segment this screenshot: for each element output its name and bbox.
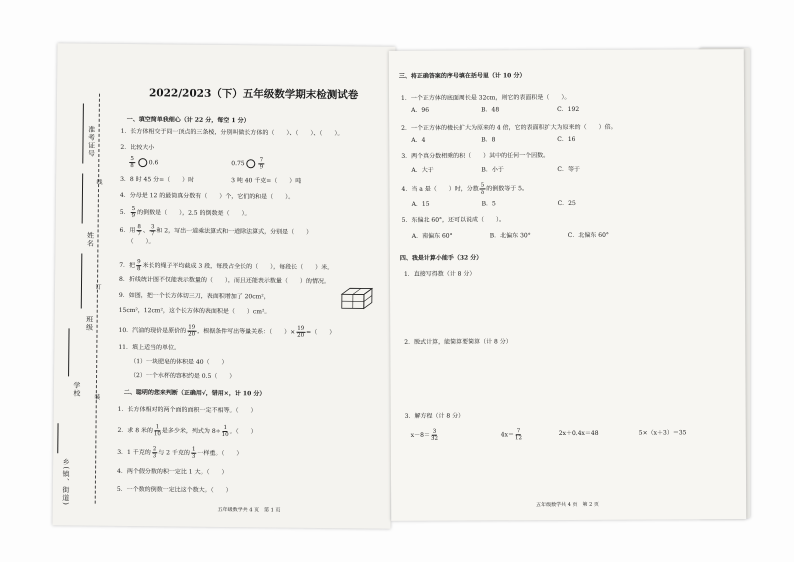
judge-3-tail: 一样重。（ ） (197, 449, 243, 458)
choice-3-option-b: B．小于 (481, 166, 504, 174)
choice-2-option-b: B．8 (481, 136, 496, 144)
fraction-numerator: 2 (152, 446, 157, 453)
question-11: 11．填上适当的单位。 (118, 343, 181, 352)
page-1-footer: 五年级数学共 4 页 第 1 页 (217, 506, 281, 514)
section-2-heading: 二、聪明的您来判断（正确用√，错用×，计 10 分） (123, 388, 266, 398)
judge-1: 1．长方体相对的两个面的面积一定不相等。（ ） (117, 405, 257, 415)
exam-number-label: 准考证号 (87, 125, 96, 158)
judge-2-head: 2．求 8 米的 (117, 426, 153, 435)
exam-number-blank (82, 104, 84, 164)
question-1: 1．长方体相交于同一顶点的三条棱，分别叫做长方体的（ ）、（ ）、（ ）。 (120, 127, 344, 138)
choice-4-option-a: A．15 (411, 200, 430, 208)
fraction-denominator: 32 (430, 435, 439, 442)
choice-1-option-c: C．192 (557, 105, 580, 114)
fraction-numerator: 5 (480, 182, 485, 189)
question-6: 6．用 $\frac{8}{7}$ 、 $\frac{3}{7}$ 和 2，写出一道乘法算式和一道除法算式，分别是（ ） (119, 224, 313, 238)
fraction-numerator: 9 (137, 259, 141, 266)
question-10 (118, 324, 335, 339)
compare-circle[interactable] (247, 159, 256, 168)
compare-circle[interactable] (138, 158, 147, 167)
judge-3-head: 3．1 千克的 (117, 448, 151, 457)
exam-page-1 (52, 43, 395, 529)
choice-4-option-b: B．5 (481, 200, 496, 208)
equation-2 (501, 428, 523, 441)
fraction-numerator: 7 (259, 157, 264, 164)
town-label: 乡(镇、街道) (61, 458, 71, 506)
question-10-end: =（ ） (306, 328, 336, 337)
school-label: 学校 (72, 381, 81, 398)
choice-1-option-b: B．48 (481, 106, 500, 114)
fraction-denominator: 8 (136, 266, 141, 273)
choice-4-head: 4．当 a 是（ ）时，分数 (401, 185, 479, 193)
part-2-heading: 2．脱式计算，能简算要简算（计 8 分） (404, 338, 512, 346)
question-11b: （2）一个水杯的容积约是 0.5（ ） (130, 372, 236, 381)
fraction-denominator: 20 (297, 332, 305, 339)
choice-5: 5．东偏北 60°，还可以说成（ ）。 (401, 216, 506, 224)
equation-4: 5×（x＋3）＝35 (638, 429, 687, 437)
judge-3 (117, 446, 242, 460)
choice-4-option-c: C．25 (557, 199, 576, 208)
fraction-numerator: 19 (188, 324, 196, 331)
fraction-numerator: 7 (516, 428, 521, 435)
question-3a: 3．8 时 45 分=（ ）时 (120, 175, 195, 184)
question-8: 8．折线统计图不仅能表示数量的（ ），而且还能表示数量（ ）的情况。 (119, 275, 330, 286)
equation-1-head: x－8＝ (410, 431, 431, 439)
question-5-head: 5． (119, 208, 130, 217)
judge-4: 4．两个假分数的积一定比 1 大。（ ） (117, 467, 228, 477)
fraction-denominator: 8 (130, 163, 134, 170)
line-char: 线 (95, 178, 103, 186)
fraction-numerator: 1 (191, 446, 196, 453)
fraction-denominator: 7 (150, 231, 155, 238)
equation-3: 2x＋0.4x＝48 (558, 429, 599, 438)
question-7-head: 7．把 (119, 261, 136, 270)
choice-4-tail: 的倒数等于 5。 (486, 185, 528, 193)
fraction-numerator: 1 (155, 424, 160, 431)
question-4: 4．分母是 12 的最简真分数有（ ）个，它们的和是（ ）。 (119, 191, 295, 201)
choice-3: 3．两个真分数相乘的积（ ）其中的任何一个因数。 (401, 152, 550, 160)
choice-2-option-a: A．4 (411, 136, 426, 144)
question-6-head: 6．用 (119, 226, 136, 235)
page-2-footer: 五年级数学共 4 页 第 2 页 (536, 501, 599, 509)
part-1-heading: 1．直接写得数（计 8 分） (403, 270, 476, 278)
fraction-denominator: 3 (152, 453, 157, 460)
question-5 (120, 206, 251, 220)
choice-5-option-c: C．北偏东 60° (567, 231, 609, 239)
question-2a-tail: 0.6 (148, 159, 159, 167)
question-9: 9．如图，把一个长方体切三刀，表面积增加了 20cm²， (118, 291, 270, 301)
question-10-tail: ，根据条件写出等量关系：（ ）× (197, 327, 296, 336)
fraction-numerator: 19 (297, 325, 305, 332)
fraction-numerator: 3 (432, 428, 437, 435)
fraction-denominator: 3 (191, 453, 196, 460)
bind-char: 装 (92, 393, 100, 401)
question-11a: （1）一块肥皂的体积是 40（ ） (130, 358, 228, 367)
fraction-denominator: 9 (131, 213, 136, 220)
choice-5-option-a: A．南偏东 60° (411, 232, 453, 240)
fraction-denominator: 12 (514, 435, 523, 442)
question-2b-head: 0.75 (231, 160, 245, 168)
judge-3-mid: 与 2 千克的 (158, 449, 190, 457)
choice-2-option-c: C．16 (557, 135, 576, 144)
choice-1-option-a: A．96 (411, 106, 430, 114)
question-10-head: 10．汽油的现价是原价的 (118, 326, 187, 335)
section-4-heading: 四、我是计算小能手（32 分） (399, 254, 483, 262)
section-3-heading: 三、将正确答案的序号填在括号里（计 10 分） (398, 72, 526, 80)
fraction-denominator: 10 (221, 431, 229, 439)
question-5-tail: 的倒数是（ ），2.5 的倒数是（ ）。 (137, 209, 251, 218)
cuboid-figure (340, 286, 374, 310)
question-7 (119, 259, 333, 274)
equation-2-head: 4x＝ (500, 431, 515, 439)
fraction-numerator: 8 (137, 224, 141, 231)
choice-5-option-b: B．北偏东 30° (489, 232, 531, 240)
exam-page-2 (389, 49, 746, 521)
judge-2 (117, 424, 256, 438)
question-2: 2．比较大小 (120, 143, 155, 152)
question-7-tail: 米长的绳子平均截成 3 段，每段占全长的（ ），每段长（ ）米。 (142, 262, 334, 272)
choice-2: 2．一个正方体的棱长扩大为原来的 4 倍，它的表面积扩大为原来的（ ）倍。 (401, 123, 617, 132)
choice-4 (401, 182, 528, 196)
choice-3-option-c: C．等于 (557, 165, 581, 174)
judge-5: 5．一个数的倒数一定比这个数大。（ ） (116, 485, 232, 495)
town-blank (57, 423, 58, 453)
question-6-line2: （ ）。 (127, 237, 155, 246)
question-3b: 3 吨 40 千克=（ ）吨 (231, 177, 302, 185)
exam-title: 2022/2023（下）五年级数学期末检测试卷 (148, 87, 359, 102)
class-blank (81, 254, 83, 309)
judge-2-mid: 是多少米，列式为 8÷ (161, 427, 221, 435)
fraction-denominator: 10 (153, 431, 161, 438)
fraction-denominator: 9 (259, 164, 264, 171)
fraction-numerator: 3 (150, 224, 155, 231)
school-blank (68, 328, 70, 376)
question-9-line2: 15cm²，12cm²，这个长方体的表面积是（ ）cm²。 (118, 306, 271, 316)
class-label: 班级 (85, 315, 94, 332)
choice-3-option-a: A．大于 (411, 166, 434, 174)
section-1-heading: 一、填空简单我细心（计 22 分，每空 1 分） (126, 115, 250, 125)
order-char: 订 (93, 283, 102, 291)
question-6-tail: 和 2，写出一道乘法算式和一道除法算式，分别是（ ） (156, 227, 313, 236)
fraction-numerator: 5 (131, 206, 136, 213)
equation-1 (411, 429, 439, 442)
question-2b (231, 157, 265, 170)
part-3-heading: 3．解方程（计 8 分） (404, 412, 465, 420)
fraction-denominator: 7 (137, 231, 141, 238)
fraction-numerator: 1 (223, 425, 228, 432)
fraction-numerator: 5 (130, 156, 134, 163)
fraction-denominator: a (480, 189, 485, 196)
choice-1: 1．一个正方体的底面周长是 32cm，则它的表面积是（ ）。 (401, 93, 571, 102)
fraction-denominator: 20 (188, 331, 196, 338)
question-2a (128, 156, 158, 169)
judge-2-tail: 。（ ） (229, 428, 257, 436)
name-label: 姓名 (86, 231, 95, 248)
name-blank (82, 174, 84, 224)
